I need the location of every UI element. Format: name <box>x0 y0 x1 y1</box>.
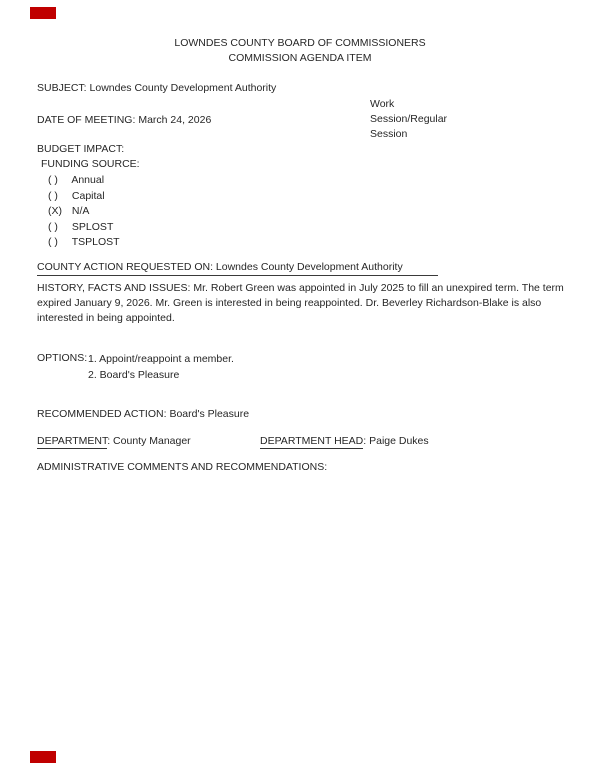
meeting-type-line: Session/Regular <box>370 113 448 125</box>
funding-option-label: SPLOST <box>71 220 114 233</box>
red-annotation-marker-top <box>30 7 56 19</box>
admin-comments-label: ADMINISTRATIVE COMMENTS AND RECOMMENDATIONS: <box>37 461 328 473</box>
department-head-label: DEPARTMENT HEAD <box>260 435 364 447</box>
meeting-type-line: Work <box>370 98 395 110</box>
history-facts-paragraph <box>37 281 564 326</box>
meeting-type-line: Session <box>370 128 408 140</box>
budget-impact-label: BUDGET IMPACT: <box>37 143 125 155</box>
funding-source-label: FUNDING SOURCE: <box>41 158 140 170</box>
recommended-action-value: Board's Pleasure <box>169 408 250 420</box>
county-action-label: COUNTY ACTION REQUESTED ON: <box>37 261 213 273</box>
document-title-line2: COMMISSION AGENDA ITEM <box>228 51 372 64</box>
department-value: : County Manager <box>107 435 191 447</box>
checkbox-annual: ( ) <box>48 174 58 186</box>
date-of-meeting-label: DATE OF MEETING: <box>37 114 136 126</box>
department-label: DEPARTMENT <box>37 435 108 447</box>
history-line: HISTORY, FACTS AND ISSUES: Mr. Robert Green was appointed in July 2025 to fill an unexpired term. The term <box>37 282 564 294</box>
funding-option-label: N/A <box>71 205 90 217</box>
funding-option-annual <box>48 173 120 189</box>
recommended-action-line <box>37 408 249 420</box>
red-annotation-marker-bottom <box>30 751 56 763</box>
option-item-1: 1. Appoint/reappoint a member. <box>88 353 234 365</box>
funding-option-label: Capital <box>71 189 105 202</box>
date-of-meeting-line <box>37 114 211 126</box>
checkbox-splost: ( ) <box>48 220 58 233</box>
funding-option-capital <box>48 189 120 205</box>
history-line: expired January 9, 2026. Mr. Green is interested in being reappointed. Dr. Beverley Richardson-Blake is also <box>37 297 542 309</box>
checkbox-capital: ( ) <box>48 189 58 202</box>
funding-option-label: TSPLOST <box>71 236 120 248</box>
funding-option-splost <box>48 220 120 236</box>
funding-option-na <box>48 204 120 220</box>
subject-label: SUBJECT: <box>37 82 87 94</box>
history-line: interested in being appointed. <box>37 312 175 324</box>
options-label: OPTIONS: <box>37 352 88 364</box>
funding-source-options <box>48 173 120 251</box>
checkbox-na-checked: (X) <box>48 205 62 217</box>
funding-option-tsplost <box>48 235 120 251</box>
checkbox-tsplost: ( ) <box>48 236 58 248</box>
recommended-action-label: RECOMMENDED ACTION: <box>37 408 167 420</box>
date-of-meeting-value: March 24, 2026 <box>138 114 212 126</box>
meeting-type-block <box>370 97 447 142</box>
funding-option-label: Annual <box>71 174 105 186</box>
document-title <box>0 36 600 65</box>
department-head-line <box>260 435 429 447</box>
option-item-2: 2. Board's Pleasure <box>88 368 180 381</box>
county-action-value: Lowndes County Development Authority <box>215 261 403 273</box>
options-items <box>88 352 234 384</box>
subject-value: Lowndes County Development Authority <box>89 82 277 94</box>
document-title-line1: LOWNDES COUNTY BOARD OF COMMISSIONERS <box>174 37 426 49</box>
subject-line <box>37 82 276 94</box>
department-head-value: : Paige Dukes <box>363 435 429 447</box>
department-line <box>37 435 191 447</box>
county-action-line <box>37 261 438 276</box>
